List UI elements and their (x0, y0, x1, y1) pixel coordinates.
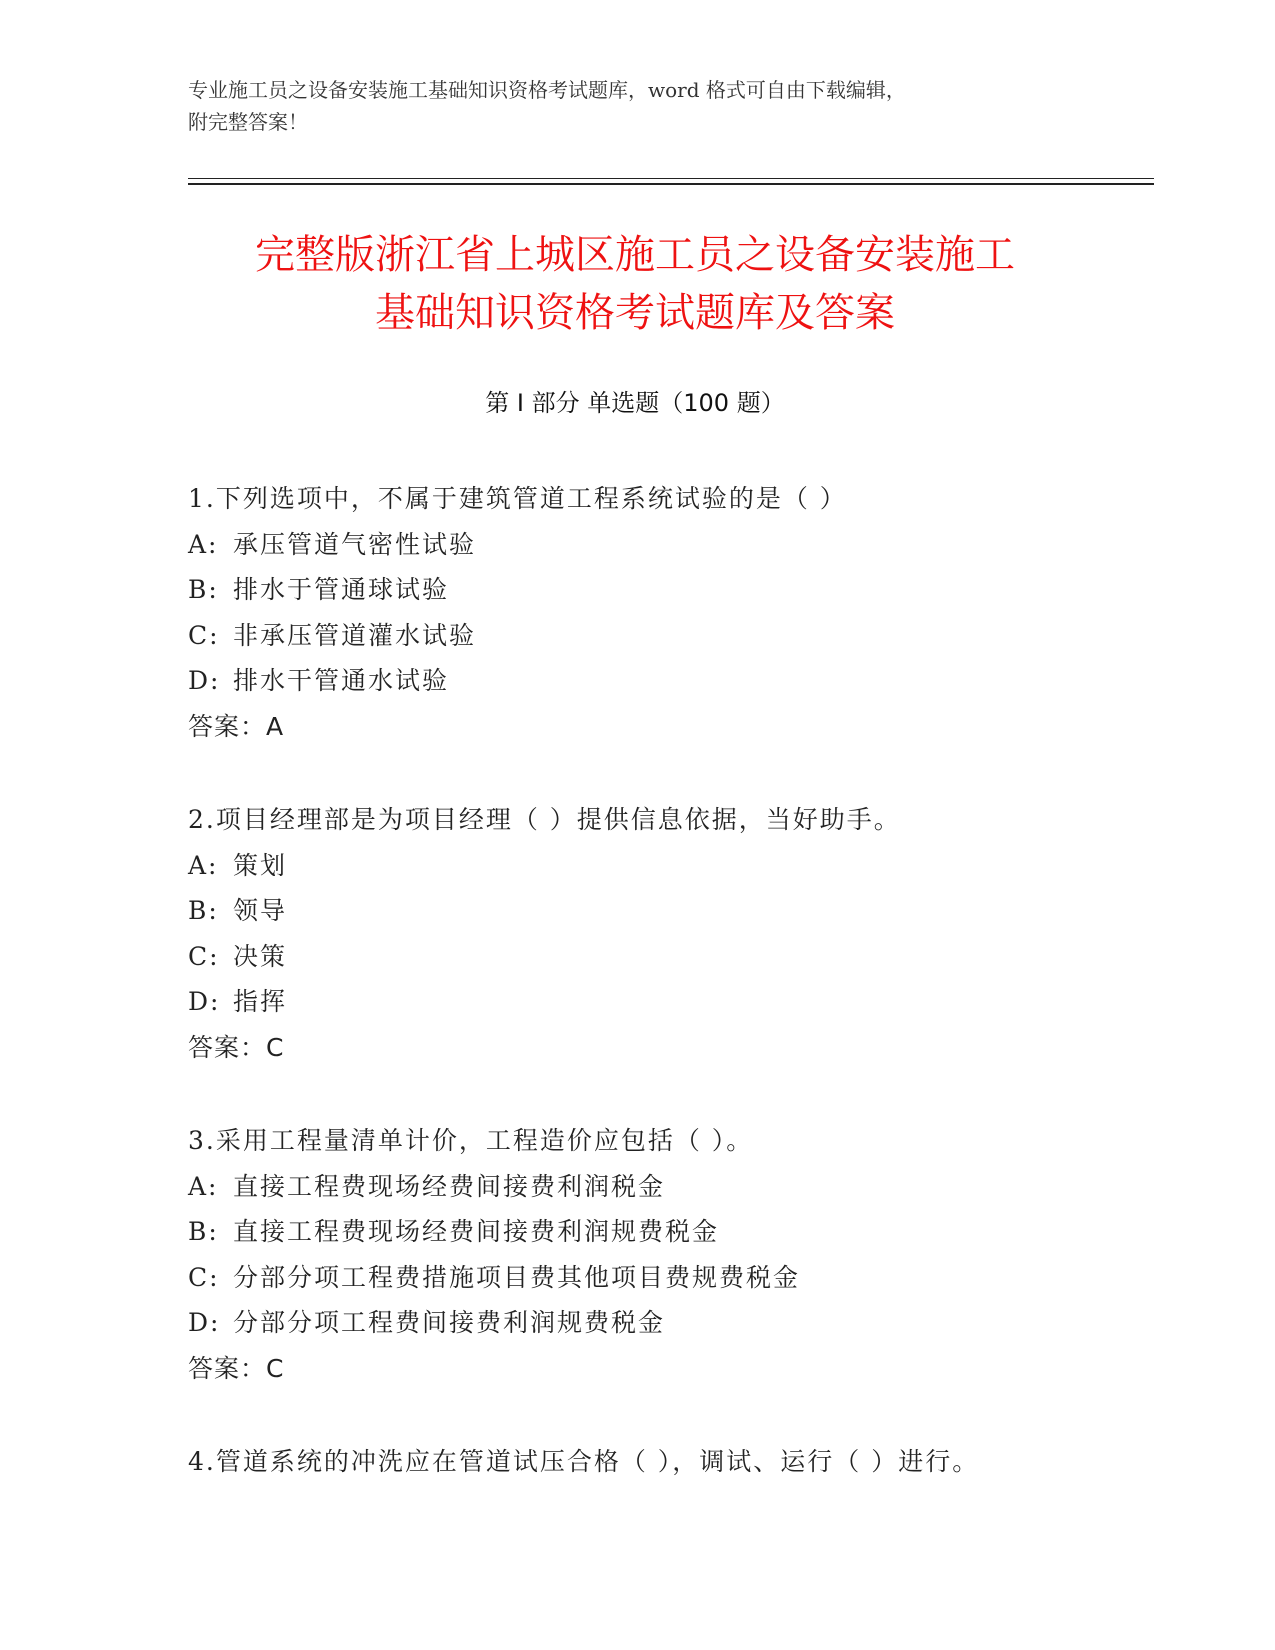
option-a (188, 843, 1148, 889)
option-text: 承压管道气密性试验 (233, 529, 477, 559)
option-key: A: (188, 529, 219, 559)
option-text: 排水干管通水试验 (233, 666, 450, 695)
option-key: A: (188, 1171, 219, 1201)
option-key: B: (188, 575, 219, 604)
option-key: C: (188, 941, 220, 971)
answer-value: C (266, 1353, 285, 1383)
option-text: 领导 (233, 896, 288, 925)
option-text: 指挥 (233, 987, 288, 1016)
question-stem: 2.项目经理部是为项目经理（ ）提供信息依据，当好助手。 (188, 805, 901, 834)
option-key: D: (188, 1308, 221, 1337)
option-key: A: (188, 850, 219, 880)
option-text: 策划 (233, 850, 288, 880)
option-a (188, 522, 1148, 568)
question-2 (188, 797, 1148, 1070)
document-title (160, 226, 1110, 342)
option-c (188, 1255, 1148, 1301)
option-b (188, 1209, 1148, 1255)
answer-value: C (266, 1032, 285, 1062)
question-1 (188, 476, 1148, 749)
option-key: C: (188, 620, 220, 650)
option-b (188, 888, 1148, 934)
option-c (188, 613, 1148, 659)
option-text: 分部分项工程费措施项目费其他项目费规费税金 (233, 1262, 801, 1292)
option-d (188, 1300, 1148, 1346)
option-b (188, 567, 1148, 613)
question-4 (188, 1439, 1148, 1485)
option-key: B: (188, 1217, 219, 1246)
question-stem: 3.采用工程量清单计价，工程造价应包括（ ）。 (188, 1126, 754, 1155)
answer-line (188, 1346, 1148, 1392)
answer-label: 答案： (188, 1353, 267, 1383)
answer-label: 答案： (188, 711, 267, 741)
option-key: D: (188, 987, 221, 1016)
option-a (188, 1164, 1148, 1210)
header-note-line-1: 专业施工员之设备安装施工基础知识资格考试题库，word 格式可自由下载编辑， (188, 78, 906, 102)
question-list (188, 476, 1148, 1533)
option-d (188, 979, 1148, 1025)
question-stem: 1.下列选项中，不属于建筑管道工程系统试验的是（ ） (188, 484, 847, 513)
answer-line (188, 1025, 1148, 1071)
option-key: C: (188, 1262, 220, 1292)
option-text: 直接工程费现场经费间接费利润规费税金 (233, 1217, 720, 1246)
answer-label: 答案： (188, 1032, 267, 1062)
header-note (188, 74, 1068, 138)
document-title-line-2: 基础知识资格考试题库及答案 (375, 290, 895, 336)
header-note-line-2: 附完整答案！ (188, 110, 308, 134)
question-3 (188, 1118, 1148, 1391)
answer-line (188, 704, 1148, 750)
question-stem: 4.管道系统的冲洗应在管道试压合格（ ），调试、运行（ ）进行。 (188, 1447, 980, 1476)
header-divider-thick (188, 183, 1154, 185)
header-divider-thin (188, 178, 1154, 179)
option-key: B: (188, 896, 219, 925)
section-heading: 第 I 部分 单选题（100 题） (485, 389, 785, 417)
option-text: 分部分项工程费间接费利润规费税金 (233, 1308, 666, 1337)
option-d (188, 658, 1148, 704)
document-title-line-1: 完整版浙江省上城区施工员之设备安装施工 (255, 232, 1015, 278)
option-text: 排水于管通球试验 (233, 575, 450, 604)
option-text: 非承压管道灌水试验 (233, 620, 477, 650)
option-c (188, 934, 1148, 980)
option-key: D: (188, 666, 221, 695)
answer-value: A (266, 711, 285, 741)
option-text: 直接工程费现场经费间接费利润税金 (233, 1171, 666, 1201)
option-text: 决策 (233, 941, 288, 971)
